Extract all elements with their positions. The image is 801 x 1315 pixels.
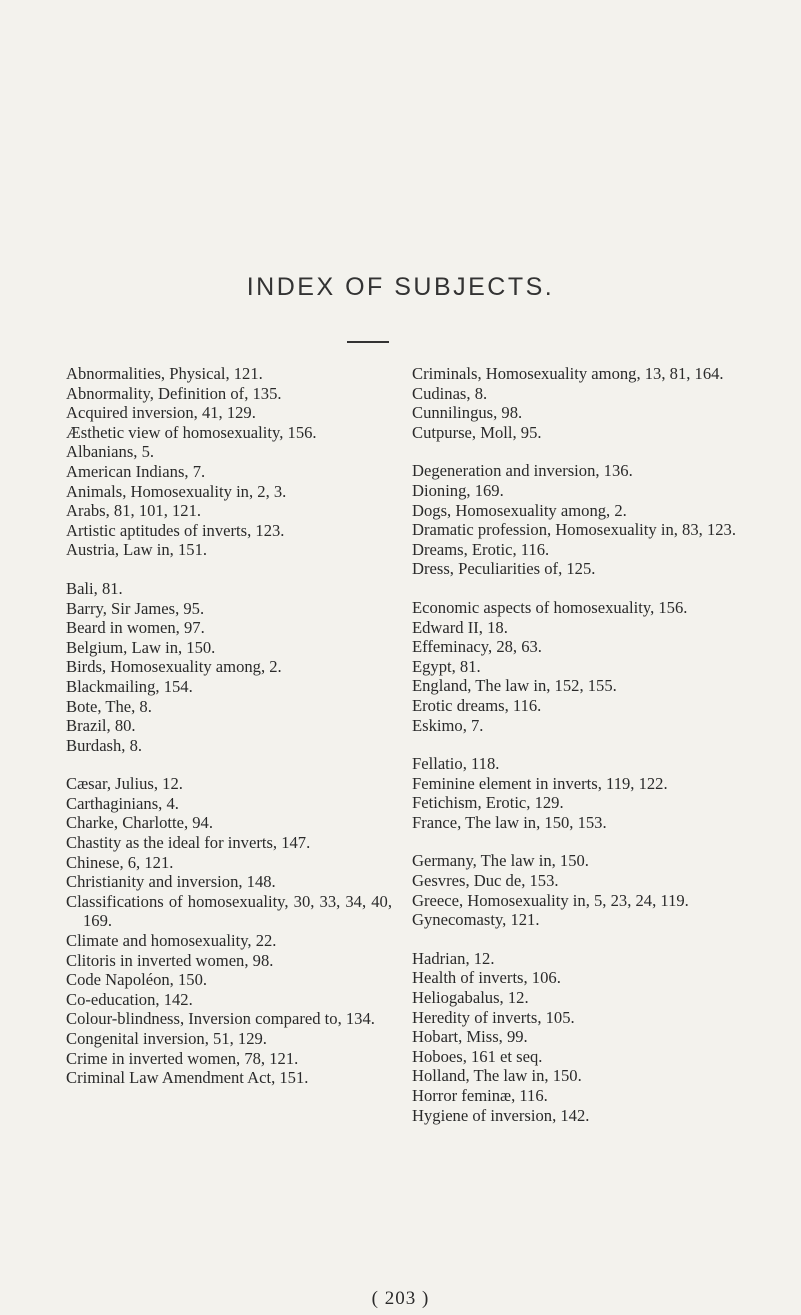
index-entry: Austria, Law in, 151. [66,540,208,560]
index-entry: Bali, 81. [66,578,123,598]
index-entry: Cæsar, Julius, 12. [66,774,183,794]
index-entry: Dress, Peculiarities of, 125. [412,559,596,579]
index-entry: Co-education, 142. [66,989,193,1009]
index-entry: Æsthetic view of homosexuality, 156. [66,422,317,442]
index-entry: Eskimo, 7. [412,715,484,735]
index-entry: Holland, The law in, 150. [412,1066,582,1086]
index-entry: Egypt, 81. [412,656,481,676]
index-entry: Erotic dreams, 116. [412,695,542,715]
index-entry: Bote, The, 8. [66,696,152,716]
index-group-a [66,364,392,560]
index-entry: Birds, Homosexuality among, 2. [66,657,282,677]
index-entry: Christianity and inversion, 148. [66,872,276,892]
index-entry: Greece, Homosexuality in, 5, 23, 24, 119. [412,890,689,910]
index-entry: Effeminacy, 28, 63. [412,637,542,657]
index-entry: Gynecomasty, 121. [412,910,540,930]
index-entry: Burdash, 8. [66,735,143,755]
index-entry: Hobart, Miss, 99. [412,1027,528,1047]
index-group-f [412,754,744,832]
index-entry: Degeneration and inversion, 136. [412,461,633,481]
index-entry: Hadrian, 12. [412,948,495,968]
index-entry: Colour-blindness, Inversion compared to, 134. [66,1009,375,1029]
index-entry: Albanians, 5. [66,442,155,462]
index-entry: Abnormality, Definition of, 135. [66,383,282,403]
index-group-e [412,598,744,735]
index-entry: Horror feminæ, 116. [412,1086,548,1105]
index-entry: Dioning, 169. [412,480,504,500]
index-entry: Health of inverts, 106. [412,968,561,988]
index-column-right [412,364,744,1144]
index-entry: Dreams, Erotic, 116. [412,539,550,559]
index-entry: Brazil, 80. [66,716,136,736]
index-entry: Chinese, 6, 121. [66,852,174,872]
index-entry: Gesvres, Duc de, 153. [412,871,559,891]
page-number: ( 203 ) [371,1288,430,1309]
index-entry: Animals, Homosexuality in, 2, 3. [66,481,287,501]
index-entry: Hygiene of inversion, 142. [412,1105,590,1125]
index-entry: Classifications of homosexuality, 30, 33, 34, 40, 169. [66,891,392,931]
index-column-left [66,364,392,1107]
index-entry: Code Napoléon, 150. [66,970,208,990]
index-entry: Congenital inversion, 51, 129. [66,1029,267,1048]
index-entry: Belgium, Law in, 150. [66,637,216,657]
index-entry: Blackmailing, 154. [66,676,193,696]
index-entry: American Indians, 7. [66,461,206,481]
index-entry: Artistic aptitudes of inverts, 123. [66,520,285,540]
index-entry: Cudinas, 8. [412,383,488,403]
index-entry: Edward II, 18. [412,617,508,637]
index-group-c [66,774,392,1088]
index-entry: Heliogabalus, 12. [412,988,529,1008]
index-entry: Arabs, 81, 101, 121. [66,501,202,521]
index-entry: Hoboes, 161 et seq. [412,1046,543,1066]
index-entry: Cutpurse, Moll, 95. [412,422,542,442]
index-entry: Climate and homosexuality, 22. [66,931,277,951]
index-entry: Germany, The law in, 150. [412,851,589,871]
index-entry: Criminal Law Amendment Act, 151. [66,1068,309,1088]
index-entry: Fellatio, 118. [412,754,500,774]
index-entry: Acquired inversion, 41, 129. [66,403,256,423]
index-group-c-continued [412,364,744,442]
index-entry: Criminals, Homosexuality among, 13, 81, 164. [412,364,724,383]
index-entry: Economic aspects of homosexuality, 156. [412,597,688,617]
index-entry: Dramatic profession, Homosexuality in, 83, 123. [412,520,736,540]
index-entry: Charke, Charlotte, 94. [66,813,214,833]
index-group-h [412,949,744,1125]
index-entry: Chastity as the ideal for inverts, 147. [66,833,311,853]
index-group-d [412,461,744,579]
index-entry: Abnormalities, Physical, 121. [66,364,263,383]
index-entry: Clitoris in inverted women, 98. [66,950,274,970]
index-entry: Carthaginians, 4. [66,793,179,813]
page-title: INDEX OF SUBJECTS. [246,273,555,301]
title-rule [347,341,389,343]
index-entry: Crime in inverted women, 78, 121. [66,1048,299,1068]
index-group-b [66,579,392,755]
index-entry: Barry, Sir James, 95. [66,598,205,618]
index-entry: Cunnilingus, 98. [412,403,523,423]
index-entry: Fetichism, Erotic, 129. [412,793,564,813]
index-entry: Heredity of inverts, 105. [412,1007,575,1027]
index-entry: Feminine element in inverts, 119, 122. [412,773,668,793]
index-entry: France, The law in, 150, 153. [412,812,607,832]
index-entry: England, The law in, 152, 155. [412,676,617,696]
index-group-g [412,851,744,929]
index-entry: Beard in women, 97. [66,618,205,638]
index-entry: Dogs, Homosexuality among, 2. [412,500,627,520]
